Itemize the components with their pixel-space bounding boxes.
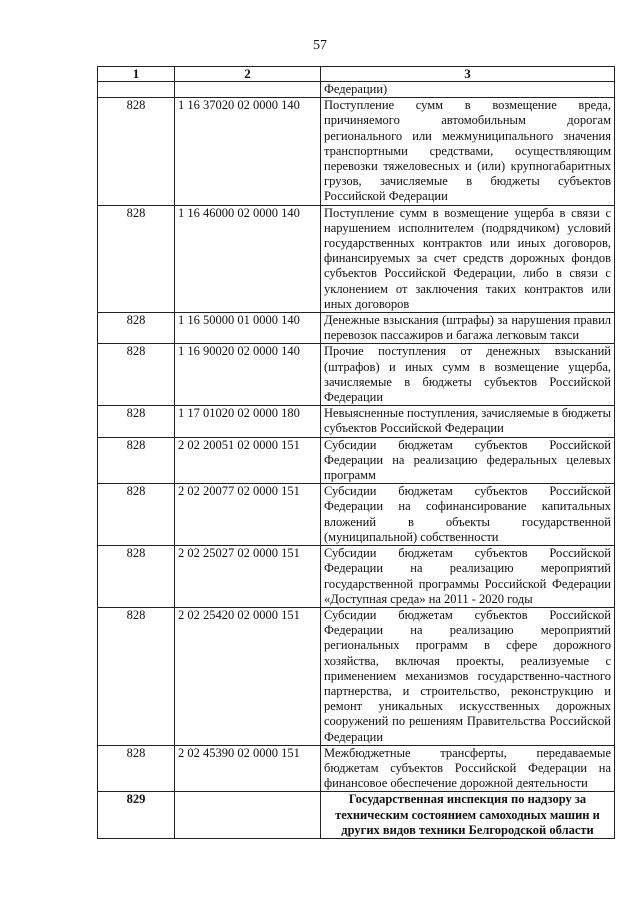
revenue-name-cell: Субсидии бюджетам субъектов Российской Федерации на реализацию мероприятий государственной программы Российской Федерации «Доступная среда» на 2011 - 2020 годы — [321, 546, 615, 608]
table-row — [98, 313, 615, 344]
admin-code-cell: 829 — [98, 792, 175, 839]
revenue-name-cell: Поступление сумм в возмещение ущерба в связи с нарушением исполнителем (подрядчиком) условий государственных контрактов или иных договоров, финансируемых за счет средств дорожных фондов субъектов Российской Федерации, либо в связи с уклонением от заключения таких контрактов или иных договоров — [321, 205, 615, 312]
revenue-name-cell: Федерации) — [321, 82, 615, 98]
budget-code-cell: 1 16 46000 02 0000 140 — [175, 205, 321, 312]
budget-code-cell: 2 02 45390 02 0000 151 — [175, 745, 321, 792]
table-row — [98, 546, 615, 608]
revenue-name-cell: Межбюджетные трансферты, передаваемые бюджетам субъектов Российской Федерации на финансовое обеспечение дорожной деятельности — [321, 745, 615, 792]
table-row — [98, 205, 615, 312]
table-row — [98, 82, 615, 98]
table-row-administrator-heading — [98, 792, 615, 839]
page-number: 57 — [313, 38, 327, 53]
budget-code-cell: 2 02 20077 02 0000 151 — [175, 484, 321, 546]
admin-code-cell: 828 — [98, 437, 175, 484]
table-row — [98, 745, 615, 792]
admin-code-cell: 828 — [98, 406, 175, 437]
admin-code-cell: 828 — [98, 205, 175, 312]
admin-code-cell: 828 — [98, 98, 175, 205]
table-header-row — [98, 67, 615, 82]
admin-code-cell: 828 — [98, 546, 175, 608]
table-row — [98, 437, 615, 484]
column-header-1: 1 — [98, 67, 175, 82]
admin-code-cell: 828 — [98, 484, 175, 546]
admin-code-cell: 828 — [98, 745, 175, 792]
admin-code-cell: 828 — [98, 313, 175, 344]
table-row — [98, 98, 615, 205]
budget-codes-table — [97, 66, 615, 839]
budget-code-cell: 2 02 25027 02 0000 151 — [175, 546, 321, 608]
admin-code-cell: 828 — [98, 607, 175, 745]
administrator-name-cell: Государственная инспекция по надзору за техническим состоянием самоходных машин и других видов техники Белгородской области — [321, 792, 615, 839]
budget-code-cell: 2 02 25420 02 0000 151 — [175, 607, 321, 745]
revenue-name-cell: Невыясненные поступления, зачисляемые в бюджеты субъектов Российской Федерации — [321, 406, 615, 437]
budget-code-cell: 1 16 90020 02 0000 140 — [175, 344, 321, 406]
budget-code-cell: 1 17 01020 02 0000 180 — [175, 406, 321, 437]
revenue-name-cell: Субсидии бюджетам субъектов Российской Федерации на реализацию мероприятий региональных программ в сфере дорожного хозяйства, включая проекты, реализуемые с применением механизмов государственно-частного партнерства, и строительство, реконструкцию и ремонт уникальных искусственных дорожных сооружений по решениям Правительства Российской Федерации — [321, 607, 615, 745]
table-row — [98, 607, 615, 745]
revenue-name-cell: Поступление сумм в возмещение вреда, причиняемого автомобильным дорогам регионального или межмуниципального значения транспортными средствами, осуществляющим перевозки тяжеловесных и (или) крупногабаритных грузов, зачисляемые в бюджеты субъектов Российской Федерации — [321, 98, 615, 205]
revenue-name-cell: Субсидии бюджетам субъектов Российской Федерации на софинансирование капитальных вложений в объекты государственной (муниципальной) собственности — [321, 484, 615, 546]
revenue-name-cell: Прочие поступления от денежных взысканий (штрафов) и иных сумм в возмещение ущерба, зачисляемые в бюджеты субъектов Российской Федерации — [321, 344, 615, 406]
table-row — [98, 344, 615, 406]
budget-code-cell — [175, 82, 321, 98]
budget-code-cell: 1 16 50000 01 0000 140 — [175, 313, 321, 344]
table-row — [98, 484, 615, 546]
column-header-3: 3 — [321, 67, 615, 82]
column-header-2: 2 — [175, 67, 321, 82]
revenue-name-cell: Денежные взыскания (штрафы) за нарушения правил перевозок пассажиров и багажа легковым такси — [321, 313, 615, 344]
admin-code-cell — [98, 82, 175, 98]
budget-code-cell — [175, 792, 321, 839]
revenue-name-cell: Субсидии бюджетам субъектов Российской Федерации на реализацию федеральных целевых программ — [321, 437, 615, 484]
budget-code-cell: 1 16 37020 02 0000 140 — [175, 98, 321, 205]
admin-code-cell: 828 — [98, 344, 175, 406]
budget-code-cell: 2 02 20051 02 0000 151 — [175, 437, 321, 484]
table-row — [98, 406, 615, 437]
